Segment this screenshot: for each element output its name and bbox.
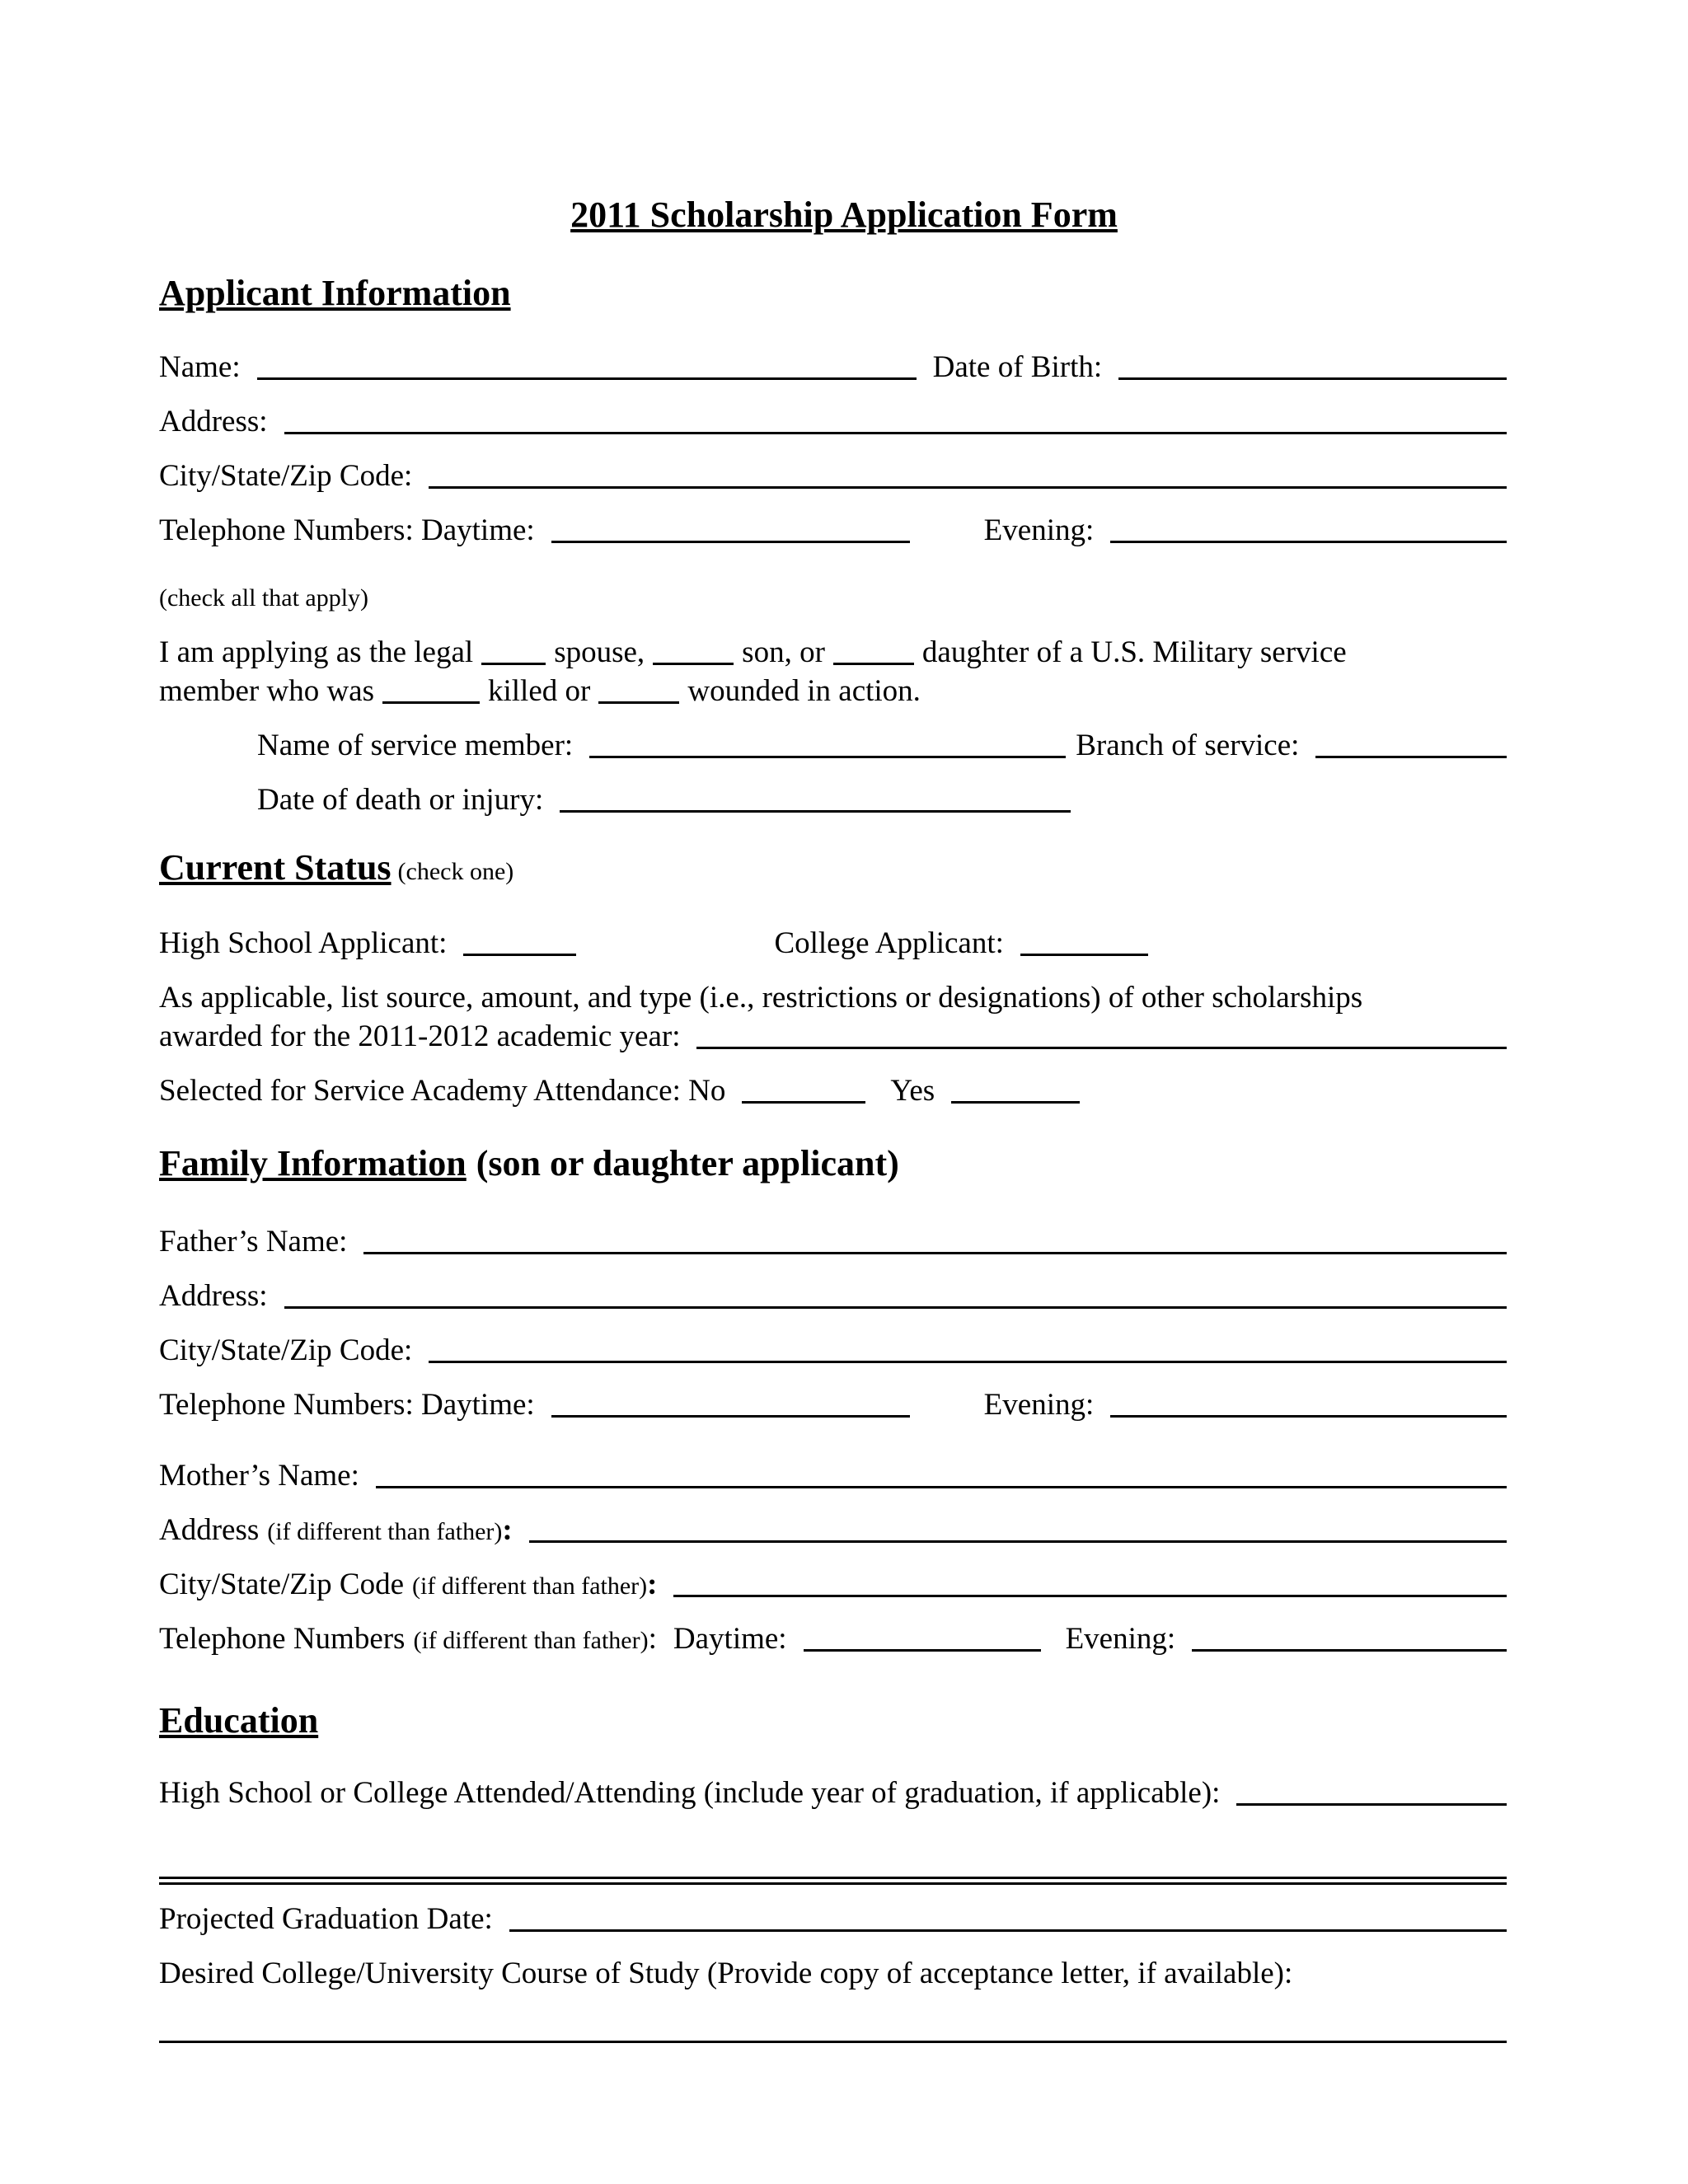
city-row bbox=[159, 461, 1507, 491]
spouse-text: spouse, bbox=[554, 635, 645, 669]
high-school-label: High School Applicant: bbox=[159, 926, 448, 960]
member-who-was-text: member who was bbox=[159, 674, 374, 708]
address-field[interactable] bbox=[284, 432, 1507, 434]
mother-name-label: Mother’s Name: bbox=[159, 1459, 359, 1493]
mother-city-row bbox=[159, 1569, 1507, 1600]
academy-row bbox=[159, 1076, 1080, 1106]
son-text: son, or bbox=[742, 635, 825, 669]
mother-phone-evening-label: Evening: bbox=[1065, 1622, 1176, 1656]
college-label: College Applicant: bbox=[774, 926, 1004, 960]
academy-yes-label: Yes bbox=[890, 1074, 935, 1108]
father-phone-evening-field[interactable] bbox=[1110, 1415, 1507, 1418]
mother-city-colon: : bbox=[647, 1568, 658, 1601]
name-label: Name: bbox=[159, 350, 241, 384]
dob-label: Date of Birth: bbox=[932, 350, 1103, 384]
mother-city-field[interactable] bbox=[673, 1595, 1507, 1597]
father-address-row bbox=[159, 1281, 1507, 1311]
dob-field[interactable] bbox=[1118, 377, 1507, 380]
father-address-field[interactable] bbox=[284, 1306, 1507, 1309]
form-title: 2011 Scholarship Application Form bbox=[570, 194, 1118, 235]
father-phone-row bbox=[159, 1390, 1507, 1420]
attended-label: High School or College Attended/Attending (include year of graduation, if applicable): bbox=[159, 1776, 1221, 1810]
daughter-text: daughter of a U.S. Military service bbox=[921, 635, 1347, 669]
mother-phone-evening-field[interactable] bbox=[1192, 1649, 1507, 1652]
phone-evening-field[interactable] bbox=[1110, 541, 1507, 543]
city-label: City/State/Zip Code: bbox=[159, 459, 413, 493]
father-city-field[interactable] bbox=[429, 1361, 1507, 1363]
current-status-heading-row bbox=[159, 847, 514, 888]
father-city-label: City/State/Zip Code: bbox=[159, 1333, 413, 1367]
current-status-heading: Current Status bbox=[159, 847, 392, 888]
killed-text: killed or bbox=[488, 674, 591, 708]
mother-address-label: Address bbox=[159, 1513, 260, 1547]
mother-phone-colon: : bbox=[648, 1622, 657, 1656]
applying-line-1 bbox=[159, 637, 1347, 668]
mother-city-note: (if different than father) bbox=[412, 1572, 648, 1600]
father-name-label: Father’s Name: bbox=[159, 1225, 348, 1258]
daughter-check[interactable] bbox=[833, 663, 914, 665]
applicant-information-heading: Applicant Information bbox=[159, 273, 511, 313]
projected-field[interactable] bbox=[509, 1929, 1507, 1932]
attended-continuation-line-2[interactable] bbox=[159, 1882, 1507, 1885]
address-label: Address: bbox=[159, 405, 268, 438]
college-check[interactable] bbox=[1020, 954, 1148, 956]
scholarships-line-2 bbox=[159, 1021, 1507, 1052]
service-member-label: Name of service member: bbox=[257, 729, 574, 762]
father-phone-daytime-field[interactable] bbox=[551, 1415, 910, 1418]
date-death-field[interactable] bbox=[560, 810, 1071, 813]
mother-phone-row bbox=[159, 1624, 1507, 1654]
father-city-row bbox=[159, 1335, 1507, 1366]
family-heading-note: (son or daughter applicant) bbox=[476, 1143, 899, 1183]
phone-daytime-field[interactable] bbox=[551, 541, 910, 543]
family-heading-row bbox=[159, 1143, 899, 1183]
check-all-note: (check all that apply) bbox=[159, 584, 369, 612]
mother-phone-daytime-field[interactable] bbox=[804, 1649, 1041, 1652]
son-check[interactable] bbox=[653, 663, 734, 665]
applicant-type-row bbox=[159, 928, 1148, 958]
father-phone-evening-label: Evening: bbox=[983, 1388, 1095, 1422]
date-death-label: Date of death or injury: bbox=[257, 783, 544, 817]
mother-name-field[interactable] bbox=[376, 1486, 1507, 1488]
check-one-note: (check one) bbox=[397, 858, 514, 885]
desired-label: Desired College/University Course of Study (Provide copy of acceptance letter, if available): bbox=[159, 1957, 1293, 1990]
mother-name-row bbox=[159, 1460, 1507, 1491]
mother-address-row bbox=[159, 1515, 1507, 1545]
mother-phone-label: Telephone Numbers bbox=[159, 1622, 406, 1656]
mother-address-colon: : bbox=[502, 1513, 513, 1547]
address-row bbox=[159, 406, 1507, 437]
high-school-check[interactable] bbox=[463, 954, 576, 956]
mother-phone-note: (if different than father) bbox=[413, 1627, 649, 1654]
service-member-row bbox=[257, 730, 1507, 761]
father-name-field[interactable] bbox=[363, 1252, 1507, 1254]
scholarships-line-1: As applicable, list source, amount, and type (i.e., restrictions or designations) of other scholarships bbox=[159, 981, 1363, 1015]
applying-text: I am applying as the legal bbox=[159, 635, 474, 669]
attended-row bbox=[159, 1778, 1507, 1808]
branch-field[interactable] bbox=[1315, 756, 1507, 758]
service-member-field[interactable] bbox=[589, 756, 1066, 758]
attended-continuation-line-1[interactable] bbox=[159, 1877, 1507, 1879]
father-address-label: Address: bbox=[159, 1279, 268, 1313]
spouse-check[interactable] bbox=[481, 663, 546, 665]
mother-address-field[interactable] bbox=[529, 1540, 1507, 1543]
phone-daytime-label: Telephone Numbers: Daytime: bbox=[159, 513, 535, 547]
education-heading: Education bbox=[159, 1700, 319, 1741]
academy-no-check[interactable] bbox=[742, 1101, 865, 1104]
scholarships-field[interactable] bbox=[696, 1047, 1507, 1049]
mother-address-note: (if different than father) bbox=[267, 1518, 503, 1545]
applying-line-2 bbox=[159, 676, 921, 706]
academy-yes-check[interactable] bbox=[951, 1101, 1080, 1104]
attended-field[interactable] bbox=[1236, 1803, 1507, 1806]
mother-city-label: City/State/Zip Code bbox=[159, 1568, 405, 1601]
wounded-check[interactable] bbox=[598, 701, 679, 704]
father-phone-daytime-label: Telephone Numbers: Daytime: bbox=[159, 1388, 535, 1422]
family-heading: Family Information bbox=[159, 1143, 467, 1183]
name-field[interactable] bbox=[257, 377, 917, 380]
name-row bbox=[159, 352, 1507, 382]
academy-label: Selected for Service Academy Attendance: No bbox=[159, 1074, 726, 1108]
scholarships-label: awarded for the 2011-2012 academic year: bbox=[159, 1019, 681, 1053]
phone-evening-label: Evening: bbox=[983, 513, 1095, 547]
killed-check[interactable] bbox=[382, 701, 480, 704]
date-death-row bbox=[257, 785, 1071, 815]
phone-row bbox=[159, 515, 1507, 546]
projected-label: Projected Graduation Date: bbox=[159, 1902, 493, 1936]
wounded-text: wounded in action. bbox=[687, 674, 921, 708]
desired-field[interactable] bbox=[159, 2041, 1507, 2043]
branch-label: Branch of service: bbox=[1076, 729, 1300, 762]
father-name-row bbox=[159, 1226, 1507, 1257]
city-field[interactable] bbox=[429, 486, 1507, 489]
projected-row bbox=[159, 1904, 1507, 1934]
mother-phone-daytime-label: Daytime: bbox=[673, 1622, 787, 1656]
